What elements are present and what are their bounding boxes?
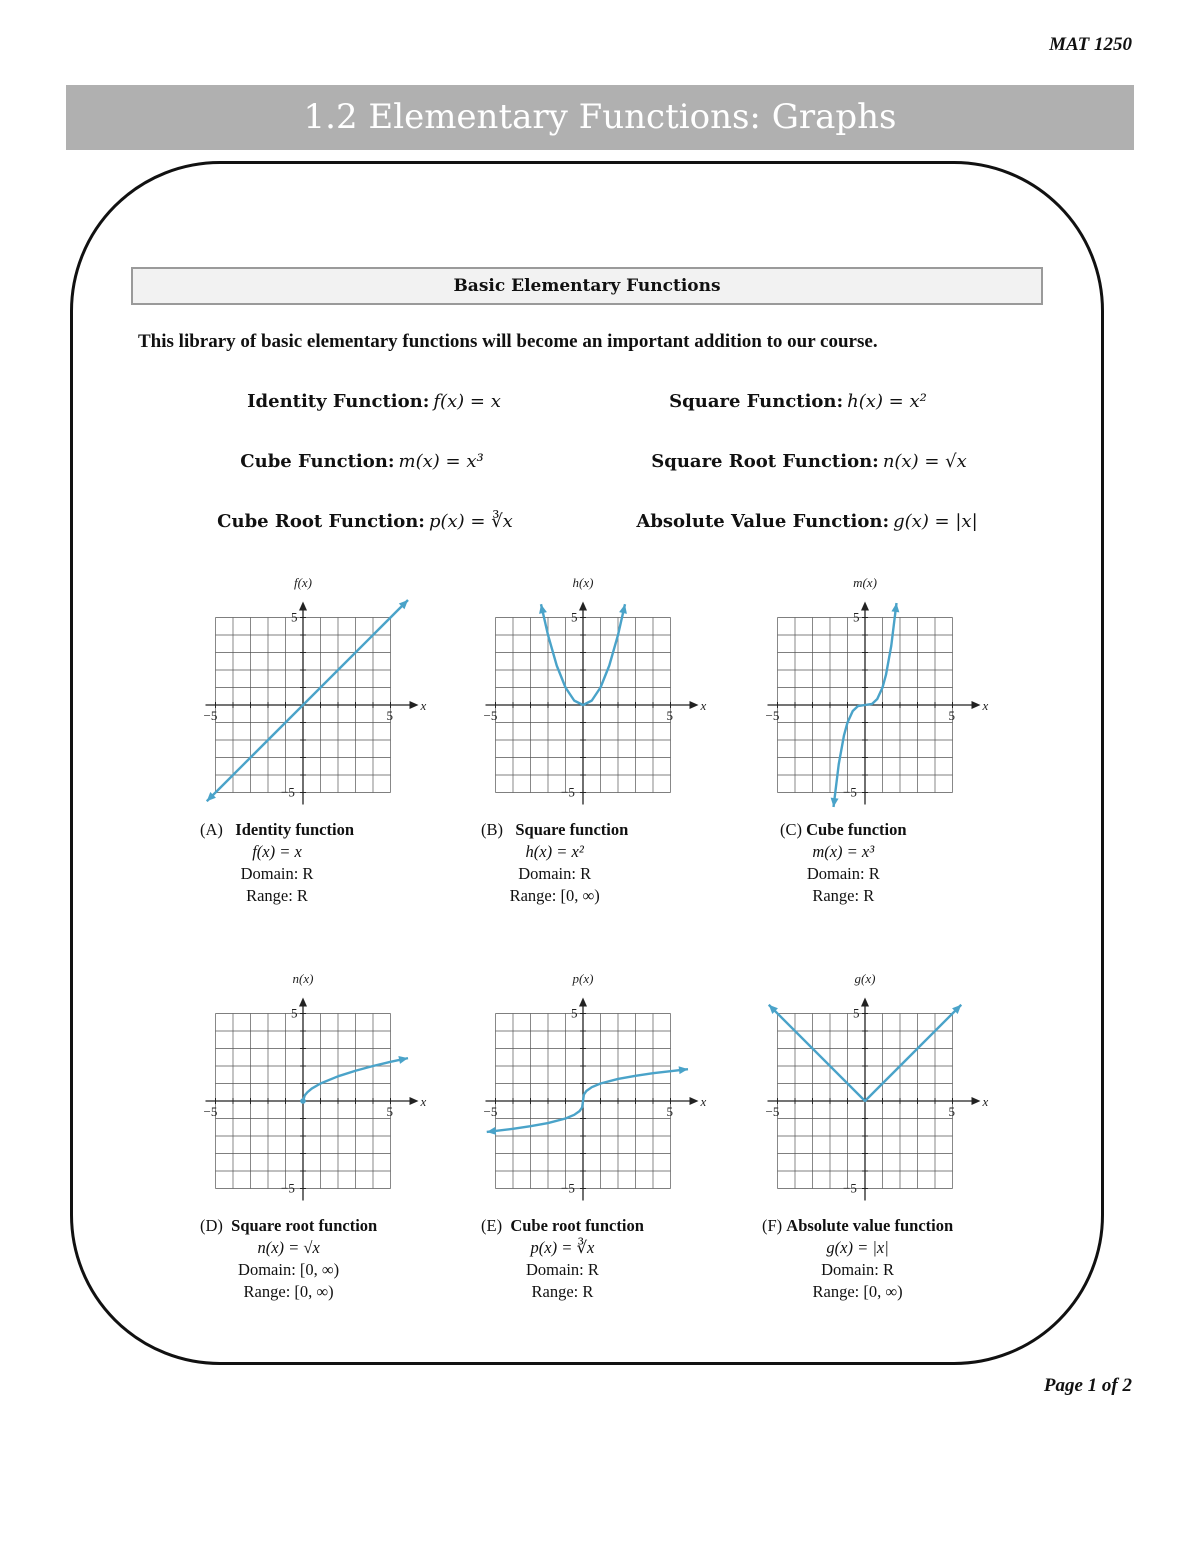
x-tick-label-max: 5 xyxy=(948,708,955,723)
x-axis-arrow xyxy=(690,701,699,709)
graph-absolute-value xyxy=(752,966,1002,1206)
caption-formula: f(x) = x xyxy=(252,842,302,861)
x-axis-label: x xyxy=(982,698,989,713)
caption-domain: Domain: R xyxy=(821,1260,895,1279)
y-tick-label-min: −5 xyxy=(281,784,295,800)
caption-name: Cube function xyxy=(806,820,907,839)
y-tick-label-min: −5 xyxy=(561,1180,575,1196)
caption-name: Square root function xyxy=(231,1216,378,1235)
x-tick-label-max: 5 xyxy=(386,708,393,723)
caption-letter: (A) xyxy=(200,820,223,839)
caption-formula: p(x) = ∛x xyxy=(530,1238,595,1257)
caption-range: Range: R xyxy=(812,886,875,905)
y-axis-label: p(x) xyxy=(572,971,594,986)
function-equation: f(x) = x xyxy=(433,391,501,412)
page-title: 1.2 Elementary Functions: Graphs xyxy=(66,85,1134,150)
graph-identity xyxy=(190,570,440,810)
caption-square xyxy=(481,819,628,907)
y-axis-label: n(x) xyxy=(292,971,314,986)
caption-letter: (F) xyxy=(762,1216,783,1235)
function-equation: p(x) = ∛x xyxy=(428,511,513,532)
y-tick-label-max: 5 xyxy=(571,609,578,625)
caption-name: Identity function xyxy=(235,820,355,839)
graph-square-root xyxy=(190,966,440,1206)
function-square xyxy=(669,391,927,412)
caption-letter: (E) xyxy=(481,1216,503,1235)
y-tick-label-min: −5 xyxy=(843,1180,857,1196)
curve-endpoint xyxy=(300,1098,306,1104)
caption-name: Square function xyxy=(515,820,629,839)
y-axis-label: m(x) xyxy=(853,575,877,590)
caption-formula: g(x) = |x| xyxy=(826,1238,889,1257)
caption-domain: Domain: R xyxy=(806,864,880,883)
caption-letter: (D) xyxy=(200,1216,223,1235)
y-axis-arrow xyxy=(299,602,307,611)
caption-domain: Domain: R xyxy=(240,864,314,883)
x-axis-arrow xyxy=(410,1097,419,1105)
caption-domain: Domain: R xyxy=(526,1260,599,1279)
intro-text: This library of basic elementary functions will become an important addition to our course. xyxy=(138,331,878,352)
function-identity xyxy=(247,391,501,412)
x-tick-label-min: −5 xyxy=(203,1104,218,1119)
x-tick-label-min: −5 xyxy=(203,708,218,723)
x-axis-arrow xyxy=(690,1097,699,1105)
function-label: Absolute Value Function: xyxy=(636,511,890,532)
caption-formula: m(x) = x³ xyxy=(812,842,875,861)
caption-cube-root xyxy=(481,1215,644,1303)
section-title: Basic Elementary Functions xyxy=(131,267,1043,305)
y-axis-label: h(x) xyxy=(572,575,594,590)
y-axis-label: g(x) xyxy=(854,971,876,986)
y-axis-arrow xyxy=(579,998,587,1007)
y-tick-label-max: 5 xyxy=(571,1005,578,1021)
graph-cube xyxy=(752,570,1002,810)
y-axis-arrow xyxy=(579,602,587,611)
caption-name: Cube root function xyxy=(510,1216,644,1235)
graph-square xyxy=(470,570,720,810)
x-axis-label: x xyxy=(420,1094,427,1109)
y-tick-label-max: 5 xyxy=(853,1005,860,1021)
caption-range: Range: R xyxy=(531,1282,594,1301)
caption-range: Range: [0, ∞) xyxy=(812,1282,903,1301)
x-axis-arrow xyxy=(972,701,981,709)
x-axis-label: x xyxy=(700,1094,707,1109)
caption-identity xyxy=(200,819,354,907)
x-tick-label-max: 5 xyxy=(948,1104,955,1119)
function-square-root xyxy=(651,451,967,472)
function-label: Identity Function: xyxy=(247,391,430,412)
caption-letter: (B) xyxy=(481,820,503,839)
x-tick-label-max: 5 xyxy=(386,1104,393,1119)
y-tick-label-max: 5 xyxy=(291,1005,298,1021)
caption-range: Range: [0, ∞) xyxy=(509,886,600,905)
function-label: Cube Function: xyxy=(240,451,395,472)
y-tick-label-min: −5 xyxy=(843,784,857,800)
y-tick-label-min: −5 xyxy=(281,1180,295,1196)
x-axis-arrow xyxy=(972,1097,981,1105)
x-tick-label-min: −5 xyxy=(483,708,498,723)
x-tick-label-min: −5 xyxy=(483,1104,498,1119)
function-label: Cube Root Function: xyxy=(217,511,425,532)
x-tick-label-min: −5 xyxy=(765,1104,780,1119)
y-axis-label: f(x) xyxy=(293,575,313,590)
y-tick-label-max: 5 xyxy=(291,609,298,625)
x-tick-label-min: −5 xyxy=(765,708,780,723)
function-equation: n(x) = √x xyxy=(882,451,967,472)
caption-range: Range: R xyxy=(246,886,308,905)
function-label: Square Function: xyxy=(669,391,844,412)
y-tick-label-min: −5 xyxy=(561,784,575,800)
graph-cube-root xyxy=(470,966,720,1206)
function-absolute-value xyxy=(636,511,977,532)
caption-letter: (C) xyxy=(780,820,802,839)
y-tick-label-max: 5 xyxy=(853,609,860,625)
caption-name: Absolute value function xyxy=(786,1216,954,1235)
caption-domain: Domain: R xyxy=(518,864,592,883)
function-equation: m(x) = x³ xyxy=(398,451,484,472)
y-axis-arrow xyxy=(861,998,869,1007)
y-axis-arrow xyxy=(299,998,307,1007)
x-axis-label: x xyxy=(982,1094,989,1109)
caption-formula: n(x) = √x xyxy=(257,1238,320,1257)
y-axis-arrow xyxy=(861,602,869,611)
function-equation: h(x) = x² xyxy=(847,391,927,412)
function-cube xyxy=(240,451,483,472)
course-code: MAT 1250 xyxy=(1049,34,1132,55)
function-equation: g(x) = |x| xyxy=(893,511,978,532)
function-label: Square Root Function: xyxy=(651,451,879,472)
page-number: Page 1 of 2 xyxy=(1043,1375,1132,1396)
caption-absolute-value xyxy=(762,1215,953,1303)
caption-cube xyxy=(780,819,907,907)
x-tick-label-max: 5 xyxy=(666,1104,673,1119)
caption-range: Range: [0, ∞) xyxy=(243,1282,334,1301)
x-axis-label: x xyxy=(420,698,427,713)
caption-square-root xyxy=(200,1215,377,1303)
x-axis-arrow xyxy=(410,701,419,709)
function-curve xyxy=(207,600,408,801)
caption-domain: Domain: [0, ∞) xyxy=(238,1260,340,1279)
x-axis-label: x xyxy=(700,698,707,713)
caption-formula: h(x) = x² xyxy=(525,842,584,861)
function-cube-root xyxy=(217,511,513,532)
x-tick-label-max: 5 xyxy=(666,708,673,723)
